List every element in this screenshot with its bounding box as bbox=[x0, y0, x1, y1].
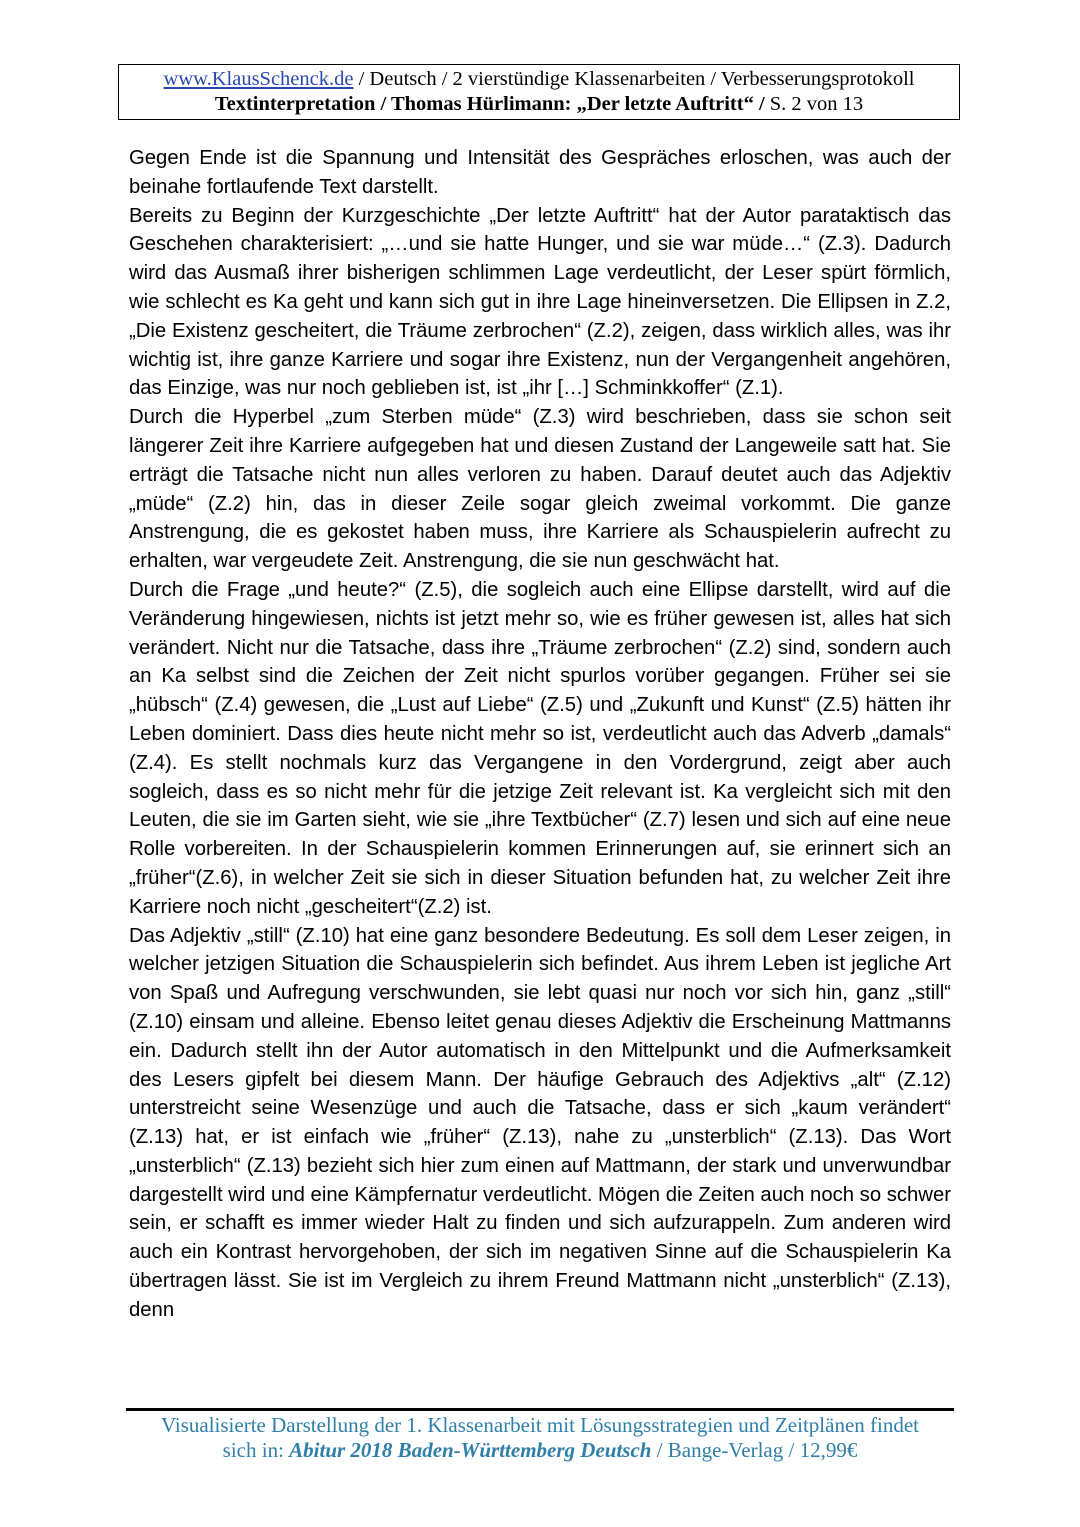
book-title: Abitur 2018 Baden-Württemberg Deutsch bbox=[289, 1438, 652, 1462]
paragraph: Bereits zu Beginn der Kurzgeschichte „Der letzte Auftritt“ hat der Autor parataktisch das Geschehen charakterisiert: „…und sie hatte Hunger, und sie war müde…“ (Z.3). Dadurch wird das Ausmaß ihrer bisherigen schlimmen Lage verdeutlicht, der Leser spürt förmlich, wie schlecht es Ka geht und kann sich gut in ihre Lage hineinversetzen. Die Ellipsen in Z.2, „Die Existenz gescheitert, die Träume zerbrochen“ (Z.2), zeigen, dass wirklich alles, was ihr wichtig ist, ihre ganze Karriere und sogar ihre Existenz, nun der Vergangenheit angehören, das Einzige, was nur noch geblieben ist, ist „ihr […] Schminkkoffer“ (Z.1). bbox=[129, 204, 951, 400]
page-footer bbox=[126, 1413, 954, 1463]
paragraph: Durch die Frage „und heute?“ (Z.5), die sogleich auch eine Ellipse darstellt, wird auf die Veränderung hingewiesen, nichts ist jetzt mehr so, wie es früher gewesen ist, alles hat sich verändert. Nicht nur die Tatsache, dass ihre „Träume zerbrochen“ (Z.2) sind, sondern auch an Ka selbst sind die Zeichen der Zeit nicht spurlos vorüber gegangen. Früher sei sie „hübsch“ (Z.4) gewesen, die „Lust auf Liebe“ (Z.5) und „Zukunft und Kunst“ (Z.5) hätten ihr Leben dominiert. Dass dies heute nicht mehr so ist, verdeutlicht auch das Adverb „damals“ (Z.4). Es stellt nochmals kurz das Vergangene in den Vordergrund, zeigt aber auch sogleich, dass es so nicht mehr für die jetzige Zeit relevant ist. Ka vergleicht sich mit den Leuten, die sie im Garten sieht, wie sie „ihre Textbücher“ (Z.7) lesen und sich auf eine neue Rolle vorbereiten. In der Schauspielerin kommen Erinnerungen auf, sie erinnert sich an „früher“(Z.6), in welcher Zeit sie sich in dieser Situation befunden hat, zu welcher Zeit ihre Karriere noch nicht „gescheitert“(Z.2) ist. bbox=[129, 578, 951, 918]
page-header bbox=[118, 64, 960, 120]
footer-line-2 bbox=[126, 1438, 954, 1463]
header-line-2 bbox=[119, 92, 959, 117]
page-number: S. 2 von 13 bbox=[764, 93, 864, 115]
footer-prefix: sich in: bbox=[222, 1438, 290, 1462]
paragraph: Gegen Ende ist die Spannung und Intensität des Gespräches erloschen, was auch der beinahe fortlaufende Text darstellt. bbox=[129, 147, 951, 198]
document-title: Textinterpretation / Thomas Hürlimann: „Der letzte Auftritt“ / bbox=[214, 93, 765, 115]
paragraph: Durch die Hyperbel „zum Sterben müde“ (Z.3) wird beschrieben, dass sie schon seit längerer Zeit ihre Karriere aufgegeben hat und diesen Zustand der Langeweile satt hat. Sie erträgt die Tatsache nicht nun alles verloren zu haben. Darauf deutet auch das Adjektiv „müde“ (Z.2) hin, das in dieser Zeile sogar gleich zweimal vorkommt. Die ganze Anstrengung, die es gekostet haben muss, ihre Karriere als Schauspielerin aufrecht zu erhalten, war vergeudete Zeit. Anstrengung, die sie nun geschwächt hat. bbox=[129, 406, 951, 573]
footer-divider bbox=[126, 1408, 954, 1411]
header-line-1-rest: / Deutsch / 2 vierstündige Klassenarbeiten / Verbesserungsprotokoll bbox=[353, 68, 915, 90]
footer-suffix: / Bange-Verlag / 12,99€ bbox=[651, 1438, 858, 1462]
header-line-1 bbox=[119, 67, 959, 92]
body-text bbox=[129, 144, 951, 1325]
paragraph: Das Adjektiv „still“ (Z.10) hat eine ganz besondere Bedeutung. Es soll dem Leser zeigen, in welcher jetzigen Situation die Schauspielerin sich befindet. Aus ihrem Leben ist jegliche Art von Spaß und Aufregung verschwunden, sie lebt quasi nur noch vor sich hin, ganz „still“ (Z.10) einsam und alleine. Ebenso leitet genau dieses Adjektiv die Erscheinung Mattmanns ein. Dadurch stellt ihn der Autor automatisch in den Mittelpunkt und die Aufmerksamkeit des Lesers gipfelt bei diesem Mann. Der häufige Gebrauch des Adjektivs „alt“ (Z.12) unterstreicht seine Wesenzüge und auch die Tatsache, dass er sich „kaum verändert“ (Z.13) hat, er ist einfach wie „früher“ (Z.13), nahe zu „unsterblich“ (Z.13). Das Wort „unsterblich“ (Z.13) bezieht sich hier zum einen auf Mattmann, der stark und unverwundbar dargestellt wird und eine Kämpfernatur verdeutlicht. Mögen die Zeiten auch noch so schwer sein, er schafft es immer wieder Halt zu finden und sich aufzurappeln. Zum anderen wird auch ein Kontrast hervorgehoben, der sich im negativen Sinne auf die Schauspielerin Ka übertragen lässt. Sie ist im Vergleich zu ihrem Freund Mattmann nicht „unsterblich“ (Z.13), denn bbox=[129, 924, 951, 1321]
footer-line-1: Visualisierte Darstellung der 1. Klassenarbeit mit Lösungsstrategien und Zeitplänen findet bbox=[160, 1413, 920, 1437]
site-link[interactable]: www.KlausSchenck.de bbox=[163, 68, 354, 90]
